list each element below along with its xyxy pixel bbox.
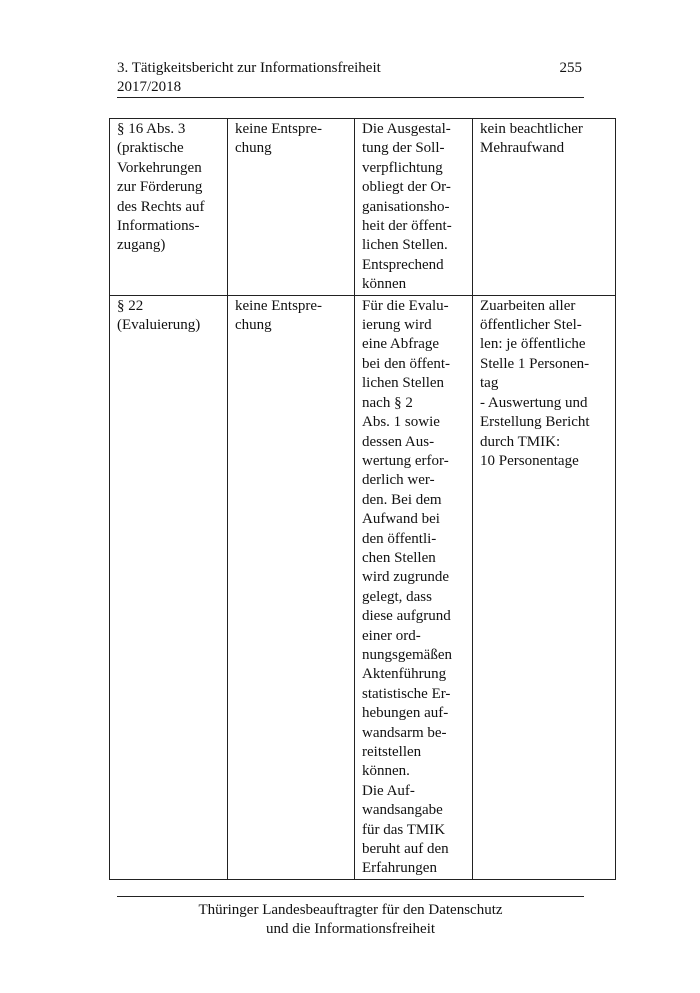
header-title-line-1: 3. Tätigkeitsbericht zur Informationsfreiheit	[117, 60, 381, 76]
cell-text: keine Entspre- chung	[235, 297, 323, 334]
cell-text: keine Entspre- chung	[235, 121, 323, 157]
table-cell-explanation	[355, 295, 473, 879]
footer-divider	[117, 896, 584, 897]
cell-text: Für die Evalu- ierung wird eine Abfrage bei den öffent- lichen Stellen nach § 2 Abs. 1 sowie dessen Aus- wertung erfor- derlich wer- den. Bei dem Aufwand bei den öffentli- chen Stellen wird zugrunde gelegt, dass diese aufgrund einer ord- nungsgemäßen Aktenführung statistische Er- hebungen auf- wandsarm be- reitstellen können. Die Auf- wandsangabe für das TMIK beruht auf den Erfahrungen	[362, 297, 452, 877]
footer-line-1: Thüringer Landesbeauftragter für den Datenschutz	[198, 902, 503, 918]
cell-text: kein beachtlicher Mehraufwand	[480, 121, 583, 157]
footer-line-2: und die Informationsfreiheit	[265, 921, 436, 937]
page-footer	[117, 901, 584, 939]
table-cell-correspondence	[228, 119, 355, 296]
page-header	[117, 59, 584, 97]
header-title-line-2: 2017/2018	[117, 79, 182, 95]
table-row	[110, 295, 616, 879]
table-cell-explanation	[355, 119, 473, 296]
table-cell-provision	[110, 295, 228, 879]
cell-text: Zuarbeiten aller öffentlicher Stel- len: je öffentliche Stelle 1 Personen- tag - Auswertung und Erstellung Bericht durch TMIK: 10 Personentage	[480, 297, 590, 469]
page-number: 255	[559, 60, 582, 76]
table-cell-effort	[473, 295, 616, 879]
table-cell-effort	[473, 119, 616, 296]
cell-text: Die Ausgestal- tung der Soll- verpflichtung obliegt der Or- ganisationsho- heit der öffent- lichen Stellen. Entsprechend können	[362, 121, 452, 293]
legal-impact-table	[109, 118, 616, 880]
table-cell-provision	[110, 119, 228, 296]
table-cell-correspondence	[228, 295, 355, 879]
header-divider	[117, 97, 584, 98]
cell-text: § 22 (Evaluierung)	[117, 297, 201, 334]
table-row	[110, 119, 616, 296]
cell-text: § 16 Abs. 3 (praktische Vorkehrungen zur Förderung des Rechts auf Informations- zugang)	[117, 121, 205, 254]
